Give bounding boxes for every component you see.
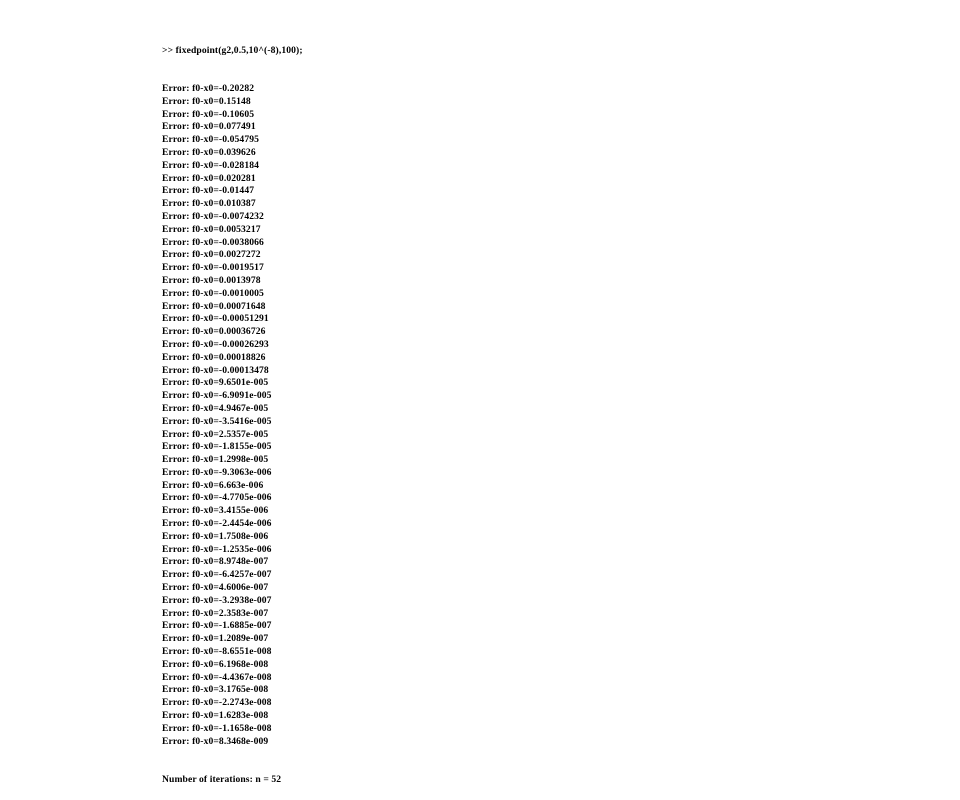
error-output-line: Error: f0-x0=0.010387	[162, 198, 256, 210]
error-output-line: Error: f0-x0=-9.3063e-006	[162, 466, 272, 478]
iteration-count-line: Number of iterations: n = 52	[162, 774, 282, 786]
error-output-line: Error: f0-x0=-0.01447	[162, 185, 255, 197]
error-output-line: Error: f0-x0=9.6501e-005	[162, 377, 269, 389]
error-output-line: Error: f0-x0=-0.00051291	[162, 313, 269, 325]
error-output-line: Error: f0-x0=8.9748e-007	[162, 556, 269, 568]
error-output-line: Error: f0-x0=-4.7705e-006	[162, 492, 272, 504]
error-output-line: Error: f0-x0=6.663e-006	[162, 479, 264, 491]
error-output-line: Error: f0-x0=-1.2535e-006	[162, 543, 272, 555]
error-output-line: Error: f0-x0=1.7508e-006	[162, 530, 269, 542]
error-output-line: Error: f0-x0=-6.9091e-005	[162, 390, 272, 402]
error-output-line: Error: f0-x0=4.9467e-005	[162, 402, 269, 414]
error-output-line: Error: f0-x0=0.0053217	[162, 223, 261, 235]
error-output-line: Error: f0-x0=-0.10605	[162, 108, 255, 120]
error-output-line: Error: f0-x0=3.4155e-006	[162, 505, 269, 517]
error-output-line: Error: f0-x0=0.020281	[162, 172, 256, 184]
error-output-line: Error: f0-x0=-0.0010005	[162, 287, 264, 299]
error-output-list	[162, 83, 802, 748]
error-output-line: Error: f0-x0=-1.1658e-008	[162, 722, 272, 734]
error-output-line: Error: f0-x0=-1.6885e-007	[162, 620, 272, 632]
error-output-line: Error: f0-x0=0.00071648	[162, 300, 266, 312]
error-output-line: Error: f0-x0=2.5357e-005	[162, 428, 269, 440]
error-output-line: Error: f0-x0=1.6283e-008	[162, 710, 269, 722]
error-output-line: Error: f0-x0=3.1765e-008	[162, 684, 269, 696]
error-output-line: Error: f0-x0=1.2998e-005	[162, 454, 269, 466]
error-output-line: Error: f0-x0=0.039626	[162, 146, 256, 158]
error-output-line: Error: f0-x0=0.00018826	[162, 351, 266, 363]
error-output-line: Error: f0-x0=4.6006e-007	[162, 582, 269, 594]
error-output-line: Error: f0-x0=8.3468e-009	[162, 735, 269, 747]
error-output-line: Error: f0-x0=-0.054795	[162, 134, 260, 146]
error-output-line: Error: f0-x0=-8.6551e-008	[162, 646, 272, 658]
error-output-line: Error: f0-x0=-3.5416e-005	[162, 415, 272, 427]
error-output-line: Error: f0-x0=0.0027272	[162, 249, 261, 261]
error-output-line: Error: f0-x0=1.2089e-007	[162, 633, 269, 645]
error-output-line: Error: f0-x0=-0.0038066	[162, 236, 264, 248]
error-output-line: Error: f0-x0=-0.20282	[162, 82, 255, 94]
error-output-line: Error: f0-x0=-6.4257e-007	[162, 569, 272, 581]
error-output-line: Error: f0-x0=2.3583e-007	[162, 607, 269, 619]
error-output-line: Error: f0-x0=-1.8155e-005	[162, 441, 272, 453]
command-prompt-line: >> fixedpoint(g2,0.5,10^(-8),100);	[162, 44, 303, 56]
error-output-line: Error: f0-x0=-0.0074232	[162, 210, 264, 222]
error-output-line: Error: f0-x0=-2.4454e-006	[162, 518, 272, 530]
error-output-line: Error: f0-x0=-2.2743e-008	[162, 697, 272, 709]
error-output-line: Error: f0-x0=6.1968e-008	[162, 658, 269, 670]
error-output-line: Error: f0-x0=-0.00013478	[162, 364, 269, 376]
error-output-line: Error: f0-x0=-0.028184	[162, 159, 260, 171]
error-output-line: Error: f0-x0=-0.00026293	[162, 338, 269, 350]
error-output-line: Error: f0-x0=0.077491	[162, 121, 256, 133]
command-window-output	[162, 19, 802, 800]
error-output-line: Error: f0-x0=0.0013978	[162, 274, 261, 286]
error-output-line: Error: f0-x0=0.00036726	[162, 326, 266, 338]
error-output-line: Error: f0-x0=-0.0019517	[162, 262, 264, 274]
error-output-line: Error: f0-x0=0.15148	[162, 95, 251, 107]
error-output-line: Error: f0-x0=-3.2938e-007	[162, 594, 272, 606]
error-output-line: Error: f0-x0=-4.4367e-008	[162, 671, 272, 683]
